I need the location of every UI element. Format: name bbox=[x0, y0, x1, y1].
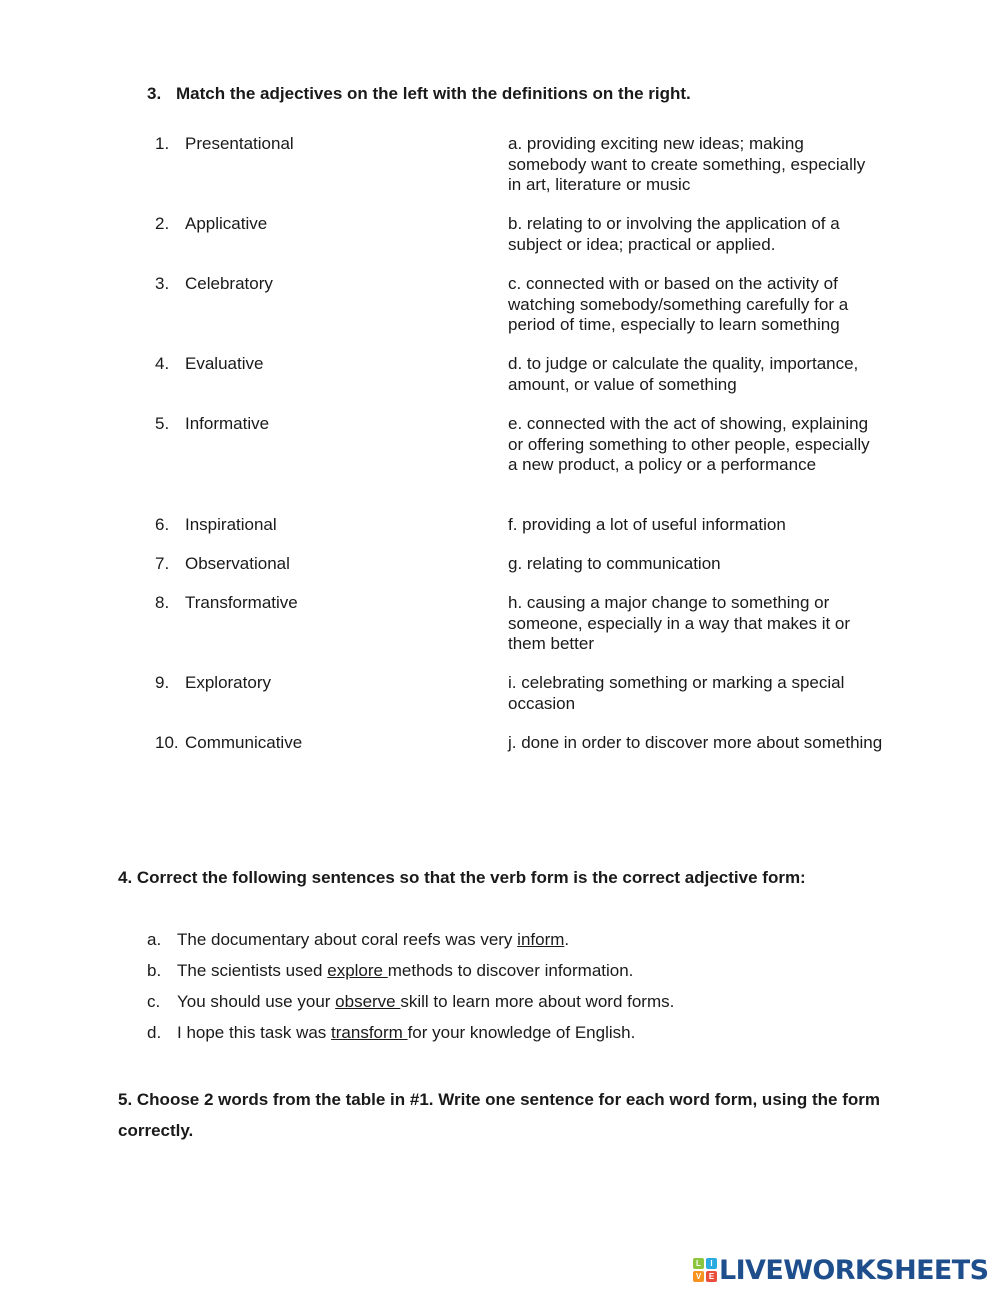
definition-text: a. providing exciting new ideas; making somebody want to create something, especially in art, literature or music bbox=[508, 134, 866, 195]
match-number: 5. bbox=[155, 414, 170, 433]
match-number: 2. bbox=[155, 214, 170, 233]
match-number: 9. bbox=[155, 673, 170, 692]
match-number: 4. bbox=[155, 354, 170, 373]
definition-text: b. relating to or involving the application of a subject or idea; practical or applied. bbox=[508, 214, 840, 254]
sentence-text-before: You should use your bbox=[177, 992, 336, 1011]
definition-text: g. relating to communication bbox=[508, 554, 721, 573]
sentence-letter: d. bbox=[147, 1023, 162, 1042]
sentence-text-after: methods to discover information. bbox=[387, 961, 634, 980]
adjective-term: Informative bbox=[185, 414, 270, 433]
sentence-text-before: The documentary about coral reefs was very bbox=[177, 930, 518, 949]
sentence-text-after: skill to learn more about word forms. bbox=[400, 992, 675, 1011]
match-number: 1. bbox=[155, 134, 170, 153]
logo-mark-icon bbox=[693, 1258, 717, 1282]
logo-mark-letter: L bbox=[693, 1258, 704, 1269]
liveworksheets-logo bbox=[693, 1256, 988, 1284]
match-number: 6. bbox=[155, 515, 170, 534]
question-4-title: 4. Correct the following sentences so that the verb form is the correct adjective form: bbox=[118, 868, 806, 887]
adjective-term: Evaluative bbox=[185, 354, 264, 373]
adjective-term: Transformative bbox=[185, 593, 298, 612]
logo-mark-letter: E bbox=[706, 1271, 717, 1282]
definition-text: e. connected with the act of showing, explaining or offering something to other people, especially a new product, a policy or a performance bbox=[508, 414, 870, 475]
match-number: 7. bbox=[155, 554, 170, 573]
sentence-text bbox=[177, 992, 674, 1012]
definition-text: h. causing a major change to something or someone, especially in a way that makes it or them better bbox=[508, 593, 851, 654]
sentence-letter: c. bbox=[147, 992, 161, 1011]
definition-text: d. to judge or calculate the quality, importance, amount, or value of something bbox=[508, 354, 859, 394]
logo-text: LIVEWORKSHEETS bbox=[719, 1254, 989, 1286]
sentence-text bbox=[177, 961, 633, 981]
sentence-text-before: The scientists used bbox=[177, 961, 328, 980]
match-number: 3. bbox=[155, 274, 170, 293]
question-3-title bbox=[147, 84, 691, 104]
definition-text: f. providing a lot of useful information bbox=[508, 515, 786, 534]
underlined-verb: explore bbox=[327, 961, 388, 980]
underlined-verb: inform bbox=[517, 930, 565, 949]
question-3-text: Match the adjectives on the left with the definitions on the right. bbox=[176, 84, 691, 103]
question-3-number: 3. bbox=[147, 84, 162, 103]
sentence-text bbox=[177, 1023, 635, 1043]
adjective-term: Celebratory bbox=[185, 274, 273, 293]
sentence-letter: a. bbox=[147, 930, 162, 949]
underlined-verb: transform bbox=[331, 1023, 408, 1042]
logo-mark-letter: I bbox=[706, 1258, 717, 1269]
sentence-text-after: for your knowledge of English. bbox=[407, 1023, 636, 1042]
sentence-text-before: I hope this task was bbox=[177, 1023, 332, 1042]
adjective-term: Observational bbox=[185, 554, 290, 573]
sentence-text-after: . bbox=[564, 930, 570, 949]
adjective-term: Inspirational bbox=[185, 515, 277, 534]
match-number: 10. bbox=[155, 733, 179, 752]
adjective-term: Exploratory bbox=[185, 673, 271, 692]
logo-mark-letter: V bbox=[693, 1271, 704, 1282]
definition-text: c. connected with or based on the activity of watching somebody/something carefully for a period of time, especially to learn something bbox=[508, 274, 849, 335]
definition-text: i. celebrating something or marking a special occasion bbox=[508, 673, 845, 713]
sentence-text bbox=[177, 930, 569, 950]
adjective-term: Presentational bbox=[185, 134, 294, 153]
adjective-term: Applicative bbox=[185, 214, 268, 233]
question-5-title: 5. Choose 2 words from the table in #1. Write one sentence for each word form, using the form correctly. bbox=[118, 1090, 880, 1140]
adjective-term: Communicative bbox=[185, 733, 303, 752]
definition-text: j. done in order to discover more about something bbox=[508, 733, 883, 752]
sentence-letter: b. bbox=[147, 961, 162, 980]
underlined-verb: observe bbox=[335, 992, 401, 1011]
match-number: 8. bbox=[155, 593, 170, 612]
